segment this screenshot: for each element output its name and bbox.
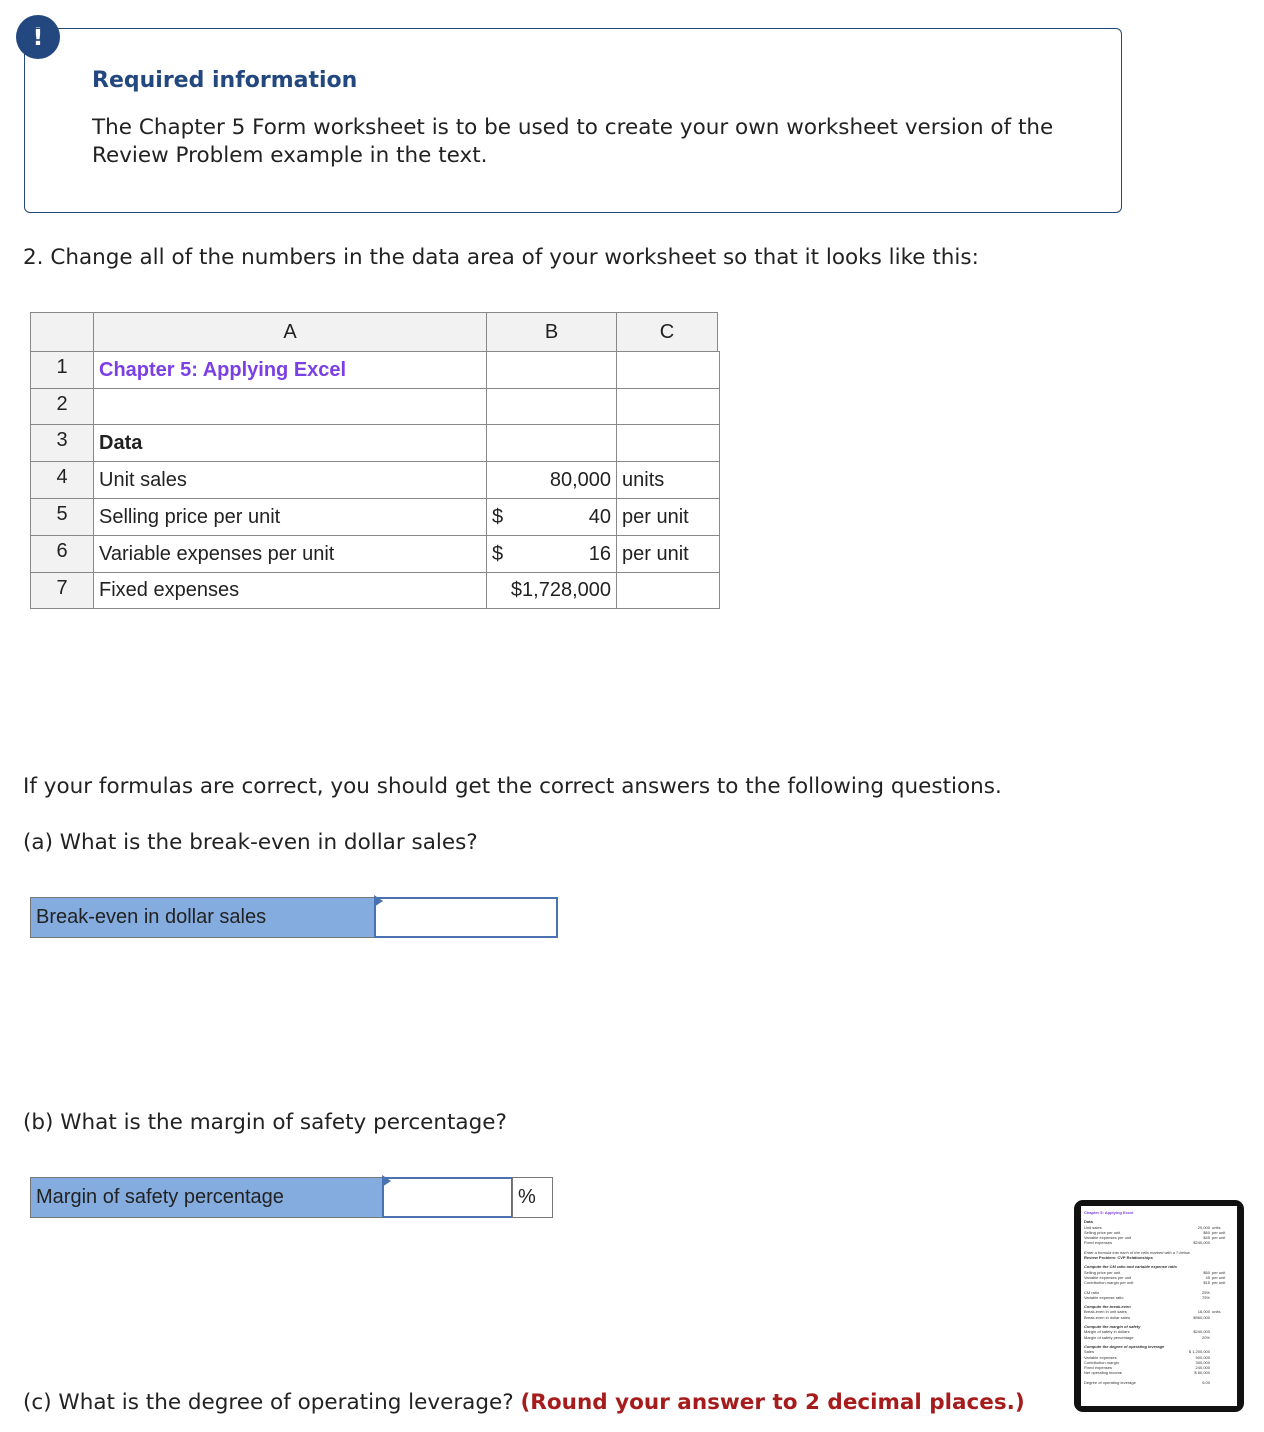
thumb-label: Variable expenses per unit — [1084, 1235, 1132, 1241]
cell-b1 — [486, 351, 617, 389]
thumb-label: Review Problem: CVP Relationships — [1084, 1255, 1153, 1261]
margin-of-safety-input[interactable] — [382, 1177, 513, 1218]
thumb-label: Break-even in dollar sales — [1084, 1314, 1131, 1320]
row-number: 4 — [30, 461, 94, 499]
thumb-unit — [1210, 1295, 1234, 1300]
thumb-row — [1084, 1370, 1234, 1375]
thumb-label: Variable expense ratio — [1084, 1294, 1124, 1300]
thumb-label: Break-even in unit sales — [1084, 1309, 1127, 1315]
alert-exclamation-icon: ! — [16, 15, 60, 59]
thumb-label: Degree of operating leverage — [1084, 1379, 1136, 1385]
row-number: 2 — [30, 388, 94, 425]
cell-c5: per unit — [616, 498, 720, 536]
thumb-unit: per unit — [1212, 1280, 1226, 1286]
thumb-value: 900,000 — [1195, 1354, 1210, 1360]
thumb-value: $240,000 — [1193, 1329, 1210, 1335]
thumb-unit — [1210, 1210, 1234, 1215]
thumb-unit — [1210, 1315, 1234, 1320]
info-title: Required information — [92, 68, 358, 93]
thumb-value: $240,000 — [1193, 1240, 1210, 1246]
thumb-label: Margin of safety percentage — [1084, 1334, 1134, 1340]
cell-c7 — [616, 572, 720, 609]
thumb-row — [1084, 1335, 1234, 1340]
cell-value: 16 — [588, 542, 611, 565]
column-header-b: B — [486, 312, 617, 352]
intro-text: If your formulas are correct, you should get the correct answers to the following questions. — [23, 774, 1002, 799]
thumb-row — [1084, 1240, 1234, 1245]
cell-a2 — [93, 388, 487, 425]
currency-symbol: $ — [492, 542, 504, 565]
thumb-label: Unit sales — [1084, 1224, 1102, 1230]
thumb-value: 20,000 — [1197, 1224, 1210, 1230]
question-a: (a) What is the break-even in dollar sales? — [23, 830, 478, 855]
break-even-label: Break-even in dollar sales — [30, 897, 375, 938]
thumb-label: CM ratio — [1084, 1289, 1100, 1295]
row-number: 5 — [30, 498, 94, 536]
currency-symbol: $ — [492, 505, 504, 528]
cell-c4: units — [616, 461, 720, 499]
thumb-unit — [1210, 1380, 1234, 1385]
thumb-value: $ 1,200,000 — [1188, 1349, 1210, 1355]
break-even-input[interactable] — [374, 897, 558, 938]
thumb-label: Compute the margin of safety — [1084, 1324, 1141, 1330]
thumb-value: 240,000 — [1195, 1365, 1210, 1371]
thumb-row — [1084, 1255, 1234, 1260]
thumb-value: 20% — [1201, 1334, 1210, 1340]
cell-a6: Variable expenses per unit — [93, 535, 487, 573]
cell-c3 — [616, 424, 720, 462]
thumb-label: Selling price per unit — [1084, 1269, 1121, 1275]
thumb-row — [1084, 1380, 1234, 1385]
thumb-unit — [1210, 1370, 1234, 1375]
cell-b7 — [486, 572, 617, 609]
thumb-label: Sales — [1084, 1349, 1095, 1355]
thumb-label: Contribution margin — [1084, 1359, 1119, 1365]
question-c — [23, 1390, 1025, 1415]
thumb-label: Variable expenses — [1084, 1354, 1117, 1360]
thumb-label: Variable expenses per unit — [1084, 1274, 1132, 1280]
cell-a1: Chapter 5: Applying Excel — [93, 351, 487, 389]
thumb-unit — [1210, 1240, 1234, 1245]
thumb-unit: units — [1212, 1224, 1221, 1230]
question-c-note: (Round your answer to 2 decimal places.) — [520, 1390, 1025, 1415]
thumb-label: Net operating income — [1084, 1370, 1123, 1376]
percent-unit: % — [512, 1177, 553, 1218]
thumb-row — [1084, 1280, 1234, 1285]
thumb-label: Data — [1084, 1219, 1093, 1225]
thumb-unit: per unit — [1212, 1235, 1226, 1241]
thumb-value: $ 60,000 — [1194, 1370, 1210, 1376]
thumb-value: 45 — [1205, 1274, 1210, 1280]
thumb-value: 300,000 — [1195, 1359, 1210, 1365]
thumb-value: 5.00 — [1202, 1379, 1210, 1385]
thumb-unit: per unit — [1212, 1269, 1226, 1275]
thumb-unit — [1210, 1255, 1234, 1260]
row-number: 3 — [30, 424, 94, 462]
row-number: 1 — [30, 351, 94, 389]
cell-b3 — [486, 424, 617, 462]
question-b: (b) What is the margin of safety percentage? — [23, 1110, 507, 1135]
thumb-label: Selling price per unit — [1084, 1229, 1121, 1235]
thumb-label: Compute the degree of operating leverage — [1084, 1343, 1165, 1349]
cell-a3: Data — [93, 424, 487, 462]
thumb-value — [1174, 1255, 1210, 1260]
thumb-value: $960,000 — [1193, 1314, 1210, 1320]
thumb-label: Chapter 5: Applying Excel — [1084, 1210, 1134, 1215]
input-flag-icon — [374, 895, 383, 907]
answer-row-break-even — [30, 897, 558, 938]
thumb-value: $60 — [1203, 1229, 1210, 1235]
thumb-value: $45 — [1203, 1235, 1210, 1241]
thumb-label: Fixed expenses — [1084, 1240, 1113, 1246]
question-c-text: (c) What is the degree of operating leverage? — [23, 1390, 514, 1415]
cell-a4: Unit sales — [93, 461, 487, 499]
cell-b5 — [486, 498, 617, 536]
worksheet-thumbnail[interactable] — [1074, 1200, 1244, 1412]
thumb-row — [1084, 1210, 1234, 1215]
info-text: The Chapter 5 Form worksheet is to be used to create your own worksheet version of the Review Problem example in the text. — [92, 115, 1054, 168]
thumb-unit: units — [1212, 1309, 1221, 1315]
thumb-value: 16,000 — [1197, 1309, 1210, 1315]
cell-b4 — [486, 461, 617, 499]
thumb-label: Compute the CM ratio and variable expense ratio — [1084, 1264, 1177, 1270]
thumb-label: Contribution margin per unit — [1084, 1280, 1134, 1286]
cell-value: $1,728,000 — [510, 579, 611, 601]
cell-b6 — [486, 535, 617, 573]
cell-b2 — [486, 388, 617, 425]
cell-value: 40 — [588, 505, 611, 528]
answer-row-margin-of-safety — [30, 1177, 553, 1218]
thumb-label: Margin of safety in dollars — [1084, 1329, 1130, 1335]
thumb-value: $15 — [1203, 1280, 1210, 1286]
thumb-unit — [1210, 1335, 1234, 1340]
row-number: 7 — [30, 572, 94, 609]
thumb-value: $60 — [1203, 1269, 1210, 1275]
thumb-unit: per unit — [1212, 1229, 1226, 1235]
cell-a5: Selling price per unit — [93, 498, 487, 536]
cell-value: 80,000 — [549, 468, 611, 491]
cell-a7: Fixed expenses — [93, 572, 487, 609]
thumbnail-sheet — [1081, 1206, 1237, 1406]
thumb-value — [1174, 1210, 1210, 1215]
input-flag-icon — [382, 1175, 391, 1187]
thumb-row — [1084, 1315, 1234, 1320]
cell-c1 — [616, 351, 720, 389]
row-number: 6 — [30, 535, 94, 573]
thumb-label: Compute the break-even — [1084, 1304, 1131, 1310]
thumb-row — [1084, 1295, 1234, 1300]
thumb-label: Enter a formula into each of the cells marked with a ? below — [1084, 1249, 1190, 1255]
thumb-value: 75% — [1201, 1294, 1210, 1300]
cell-c2 — [616, 388, 720, 425]
corner-cell — [30, 312, 94, 352]
thumb-label: Fixed expenses — [1084, 1365, 1113, 1371]
thumb-value: 25% — [1201, 1289, 1210, 1295]
margin-of-safety-label: Margin of safety percentage — [30, 1177, 383, 1218]
column-header-c: C — [616, 312, 718, 352]
thumb-unit: per unit — [1212, 1274, 1226, 1280]
column-header-a: A — [93, 312, 487, 352]
instruction-text: 2. Change all of the numbers in the data area of your worksheet so that it looks like this: — [23, 245, 979, 270]
cell-c6: per unit — [616, 535, 720, 573]
